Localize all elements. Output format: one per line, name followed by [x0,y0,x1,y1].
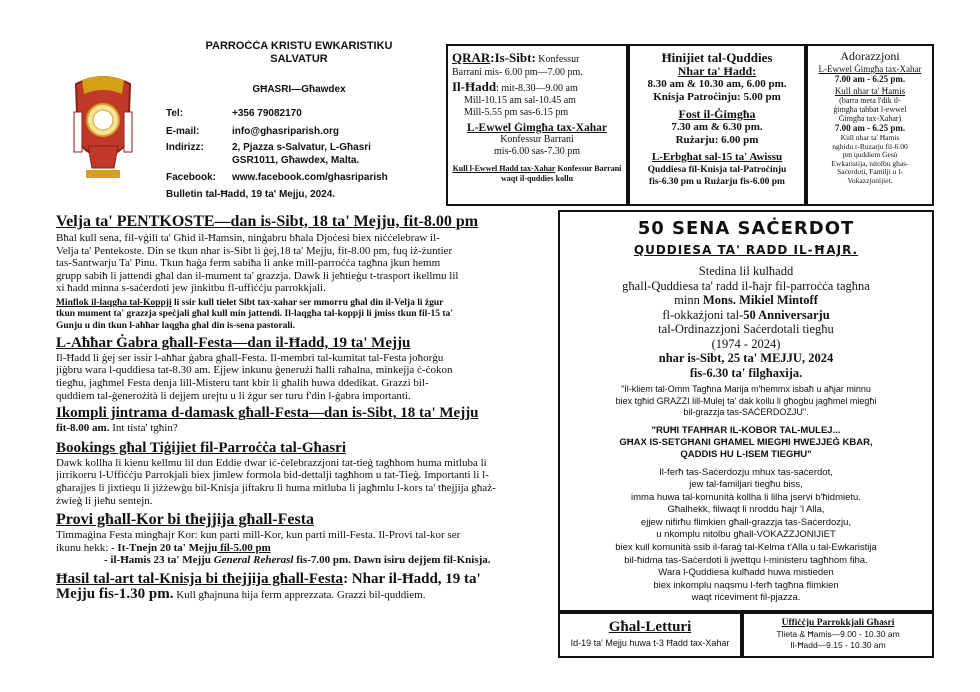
qrar-sibt-text: Konfessur [535,54,580,65]
adoration-thursday-note: Ġimgħa tax-Xahar) [838,114,902,123]
qrar-ewwel-title: L-Ewwel Ġimgħa tax-Xahar [467,122,607,134]
info-tel [166,108,302,119]
quote-line: biex tgħid GRAZZI lill-Mulej ta' dak kollu li għogbu jagħmel miegħi [615,395,877,406]
choir-monday: It-Tnejn 20 ta' Mejju [114,541,218,554]
info-address-2 [166,155,359,166]
qrar-hadd-line3: Mill-5.55 pm sas-6.15 pm [464,107,569,118]
info-value: info@ghasriparish.org [232,126,339,137]
choir-line: Timmaġina Festa mingħajr Kor: kun parti mill-Kor, kun parti mill-Festa. Il-Provi tal-kor ser [56,529,461,542]
pentecost-line: tas-Santwarju Ta' Pinu. Tkun ħaġa ferm sabiħa li anke mill-parroċċa tagħna jkun hemm [56,257,441,270]
damask-time: fit-8.00 am. [56,422,110,435]
pentecost-note-underlined: Minflok il-laqgħa tal-Koppji [56,297,172,308]
info-value: 2, Pjazza s-Salvatur, L-Għasri [232,142,371,153]
info-address [166,142,371,153]
invite-line: tal-Ordinazzjoni Saċerdotali tiegħu [658,322,834,336]
choir-thursday: - il-Ħamis 23 ta' Mejju [104,554,214,567]
invite-priest-name: Mons. Mikiel Mintoff [702,293,818,307]
cleaning-title-underlined: Ħasil tal-art tal-Knisja bi tħejjija għall-Festa [56,570,344,587]
mass-times-rosary: Rużarju: 6.00 pm [675,134,759,146]
closing-line: Il-ferħ tas-Saċerdozju mhux tas-saċerdot, [659,466,833,478]
choir-monday-time: fil-5.00 pm [217,541,271,554]
cleaning-body [56,585,552,602]
invite-line: fl-okkażjoni tal- [662,307,744,322]
qrar-sibt-line2: Barrani mis- 6.00 pm—7.00 pm. [452,67,583,78]
mass-times-weekday-title: Fost il-Ġimgħa [678,108,756,121]
mass-times-wednesday-title: L-Erbgħat sal-15 ta' Awissu [651,151,783,163]
pentecost-line: xi ħadd minna s-saċerdoti jew jinkitbu fl-uffiċċju parrokkjali. [56,282,326,295]
parish-locality: GĦASRI—Għawdex [252,84,346,95]
weddings-line: żwieġ li jieħu sentejn. [56,494,153,507]
weddings-line: Dawk kollha li kienu kellmu lil dun Eddie dwar iċ-ċelebrazzjoni tat-tieġ tagħhom huma mitluba li [56,456,487,469]
weddings-line: għarajjes li jixtiequ li jiżżewġu bil-Knisja jiftakru li huma mitluba li jagħmlu l-kors ta' tħejjija għaż- [56,482,496,495]
info-value: +356 79082170 [232,108,302,119]
qrar-sibt-label: :Is-Sibt: [490,50,536,65]
mass-times-title: Ħinijiet tal-Quddies [661,50,773,65]
anniversary-box [558,210,934,612]
cleaning-time: Mejju fis-1.30 pm. [56,585,174,602]
qrar-footer [452,164,622,184]
magnificat-line: GĦAX IS-SETGĦANI GĦAMEL MIEGĦI ĦWEJJEĠ KBAR, [619,436,873,448]
anniversary-title: 50 SENA SAĊERDOT [637,218,855,239]
anniversary-quote [560,384,932,419]
readers-title: Għal-Letturi [608,619,692,635]
qrar-hadd-line2: Mill-10.15 am sal-10.45 am [464,95,576,106]
closing-line: biex kull komunità ssib il-faraġ tal-Kelma t'Alla u tal-Ewkaristija [615,542,877,554]
office-title: Uffiċċju Parrokkjali Għasri [781,618,895,628]
readers-line: Id-19 ta' Mejju huwa t-3 Ħadd tax-Xahar [570,638,730,648]
invite-anniversary: 50 Anniversarju [743,307,830,322]
adoration-thursday-title: Kull nhar ta' Ħamis [834,86,906,96]
pentecost-body [56,232,552,295]
quote-line: "Il-kliem tal-Omm Tagħna Marija m'hemmx isbaħ u aħjar minnu [621,384,871,394]
qrar-title: QRAR [452,50,491,65]
adoration-box [806,44,934,206]
parish-name-line2: SALVATUR [270,53,328,65]
pentecost-note-line: Ġunju u din tkun l-aħħar laqgħa għal din is-sena pastorali. [56,320,295,331]
qrar-footer-underlined: Kull l-Ewwel Ħadd tax-Xahar [452,164,556,173]
cleaning-date: : Nhar il-Ħadd, 19 ta' [343,570,481,587]
last-collection-body [56,352,552,402]
adoration-rosary-note: nghidu r-Ruzarju fil-6.00 [832,142,908,151]
pentecost-title: Velja ta' PENTKOSTE—dan is-Sibt, 18 ta' Mejju, fit-8.00 pm [56,213,479,230]
last-collection-line: tiegħu, jagħmel Festa denja lill-Misteru tant kbir li għalih huwa ddedikat. Grazzi bil- [56,377,429,390]
last-collection-title: L-Aħħar Ġabra għall-Festa—dan il-Ħadd, 19 ta' Mejju [56,334,411,351]
parish-name-line1: PARROĊĊA KRISTU EWKARISTIKU [205,40,393,52]
mass-times-sunday: 8.30 am & 10.30 am, 6.00 pm. [647,78,787,90]
pentecost-line: grupp sabiħ li jattendi għal dan il-mument ta' grazzja. Dawk li jeħtieġu t-trasport ikellmu lil [56,269,459,282]
choir-general-rehearsal: General Reherasl [213,554,294,567]
adoration-thursday-times: 7.00 am - 6.25 pm. [834,123,906,133]
last-collection-line: Il-Ħadd li ġej ser issir l-aħħar ġabra għall-Festa. Il-membri tal-kumitat tal-Festa joħorġu [56,351,444,364]
adoration-rosary-note: Kull nhar ta' Ħamis [840,134,900,142]
mass-times-box [628,44,806,206]
left-column [56,212,552,602]
mass-times-sunday-title: Nhar ta' Ħadd: [677,65,757,78]
mass-times-wednesday-line2: fis-6.30 pm u Rużarju fis-6.00 pm [649,177,785,187]
info-bulletin-date [166,189,335,200]
qrar-hadd-line1: : mit-8.30—9.00 am [496,83,578,94]
adoration-first-friday: L-Ewwel Ġimgħa tax-Xahar [818,64,922,74]
invite-date: nhar is-Sibt, 25 ta' MEJJU, 2024 [658,351,834,365]
weddings-line: jirrikorru l-Uffiċċju Parrokjali biex jimlew formola bid-dettalji tagħhom u tat-Tieġ. Importanti li l- [56,469,489,482]
info-label: Indirizz: [166,142,204,153]
mass-times-patrocinju: Knisja Patroċinju: 5.00 pm [653,91,781,103]
pentecost-note-line: tkun mument ta' grazzja speċjali għal kull min jattendi. Il-laqgħa tal-koppji li jmiss tkun fil-15 ta' [56,309,453,320]
closing-line: ejjew nifirħu flimkien għall-grazzja tas-Saċerdozju, [640,516,852,528]
last-collection-line: jiġbru wara l-quddiesa tat-8.30 am. Ejjew inkunu ġenerużi ħalli raħalna, minkejja ċ-ċokon [56,364,453,377]
info-value: Bulletin tal-Ħadd, 19 ta' Mejju, 2024. [166,189,336,200]
adoration-title: Adorazzjoni [840,49,900,63]
info-facebook [166,172,388,183]
pentecost-note [56,298,552,332]
damask-text: Int tista' tgħin? [109,422,178,435]
quote-line: bil-grazzja tas-SAĊERDOZJU". [683,407,809,417]
closing-line: biex inkomplu naqsmu l-ferħ tagħna flimkien [653,579,839,591]
choir-thursday-time: fis-7.00 pm [293,554,349,567]
closing-line: bil-ħidma tas-Saċerdoti li jwettqu l-ministeru tagħhom fiha. [624,554,868,566]
closing-line: jew tal-familjari tiegħu biss, [689,479,803,491]
weddings-body [56,457,552,507]
qrar-footer-text: Konfessur Barrani waqt il-quddies kollu [500,164,622,183]
invite-line: Stedina lil kulħadd [698,264,794,278]
office-hours-weekday: Tlieta & Ħamis—9.00 - 10.30 am [776,629,900,639]
qrar-hadd [452,81,622,95]
pentecost-line: Velja ta' Pentekoste. Din se tkun nhar is-Sibt li ġej,18 ta' Mejju, fit-8.00 pm, fuq iż-żuntier [56,244,453,257]
closing-line: Wara l-Quddiesa kulħadd huwa mistieden [658,567,834,579]
adoration-rosary-note: pm quddiem Ġesù [842,151,898,159]
qrar-heading [452,50,622,67]
damask-body [56,422,552,435]
closing-line: imma huwa tal-komunità kollha li lilha jservi b'ħidmietu. [631,491,861,503]
adoration-first-friday-times: 7.00 am - 6.25 pm. [834,74,906,84]
info-label: E-mail: [166,126,200,137]
info-value: www.facebook.com/ghasriparish [232,172,388,183]
closing-line: waqt riċeviment fil-pjazza. [691,592,801,604]
magnificat-line: QADDIS HU L-ISEM TIEGĦU" [680,448,812,460]
info-value: GSR1011, Għawdex, Malta. [232,155,360,166]
adoration-rosary-note: Saċerdoti, Familji u l- [837,168,903,176]
invite-time: fis-6.30 ta' filgħaxija. [689,365,803,380]
closing-line: Għalhekk, filwaqt li nroddu ħajr 'l Alla, [667,504,825,516]
readers-box [558,612,742,658]
mass-times-wednesday-line1: Quddiesa fil-Knisja tal-Patroċinju [647,165,787,175]
qrar-hadd-label: Il-Ħadd [452,81,497,94]
anniversary-invitation [560,264,932,380]
closing-line: u nkomplu nitolbu għall-VOKAZZJONIJIET [656,529,836,541]
invite-line: minn [674,293,703,307]
office-box [742,612,934,658]
info-email [166,126,339,137]
parish-name [168,40,430,66]
adoration-thursday-note: (barra meta l'dik il- [839,96,901,105]
invite-years: (1974 - 2024) [711,336,781,351]
magnificat-line: "RUĦI TFAĦĦAR IL-KOBOR TAL-MULEJ... [651,424,841,436]
mass-times-weekday: 7.30 am & 6.30 pm. [671,121,763,133]
choir-intro: ikunu hekk: - [56,541,115,554]
qrar-ewwel-line2: mis-6.00 sas-7.30 pm [493,146,581,157]
invite-line: għall-Quddiesa ta' radd il-ħajr fil-parroċċa tagħna [622,278,870,293]
parish-logo [68,72,138,182]
cleaning-text: Kull għajnuna hija ferm apprezzata. Grazzi bil-quddiem. [173,588,426,601]
qrar-ewwel-line1: Konfessur Barrani [500,134,574,145]
confession-box [446,44,628,206]
magnificat-quote [560,425,932,461]
info-label: Facebook: [166,172,217,183]
damask-title: Ikompli jintrama d-damask għall-Festa—dan is-Sibt, 18 ta' Mejju [56,405,479,422]
office-hours-sunday: Il-Ħadd—9.15 - 10.30 am [790,639,886,650]
last-collection-line: quddiem tal-ġenerożità li dejjem urejtu u li żgur ser turu f'din l-ġabra importanti. [56,389,411,402]
adoration-thursday-note: ġimgħa tahbat l-ewwel [833,105,907,114]
choir-title: Provi għall-Kor bi tħejjija għall-Festa [56,511,315,529]
choir-location: . Dawn isiru dejjem fil-Knisja. [348,554,491,567]
adoration-rosary-note: Vokazzjonijiet. [847,176,893,185]
pentecost-line: Bħal kull sena, fil-vġili ta' Għid il-Ħamsin, ninġabru bħala Djoċesi biex niċċelebraw il- [56,232,440,244]
choir-body [56,529,552,567]
anniversary-subtitle: QUDDIESA TA' RADD IL-ĦAJR. [633,243,859,257]
pentecost-note-line: li ssir kull tielet Sibt tax-xahar ser mmorru għal din il-Velja li żgur [171,297,444,308]
info-label: Tel: [166,108,184,119]
anniversary-closing [560,467,932,606]
adoration-rosary-note: Ewkaristija, nitolbu għas- [831,159,909,168]
weddings-title: Bookings għal Tiġijiet fil-Parroċċa tal-Għasri [56,439,346,456]
